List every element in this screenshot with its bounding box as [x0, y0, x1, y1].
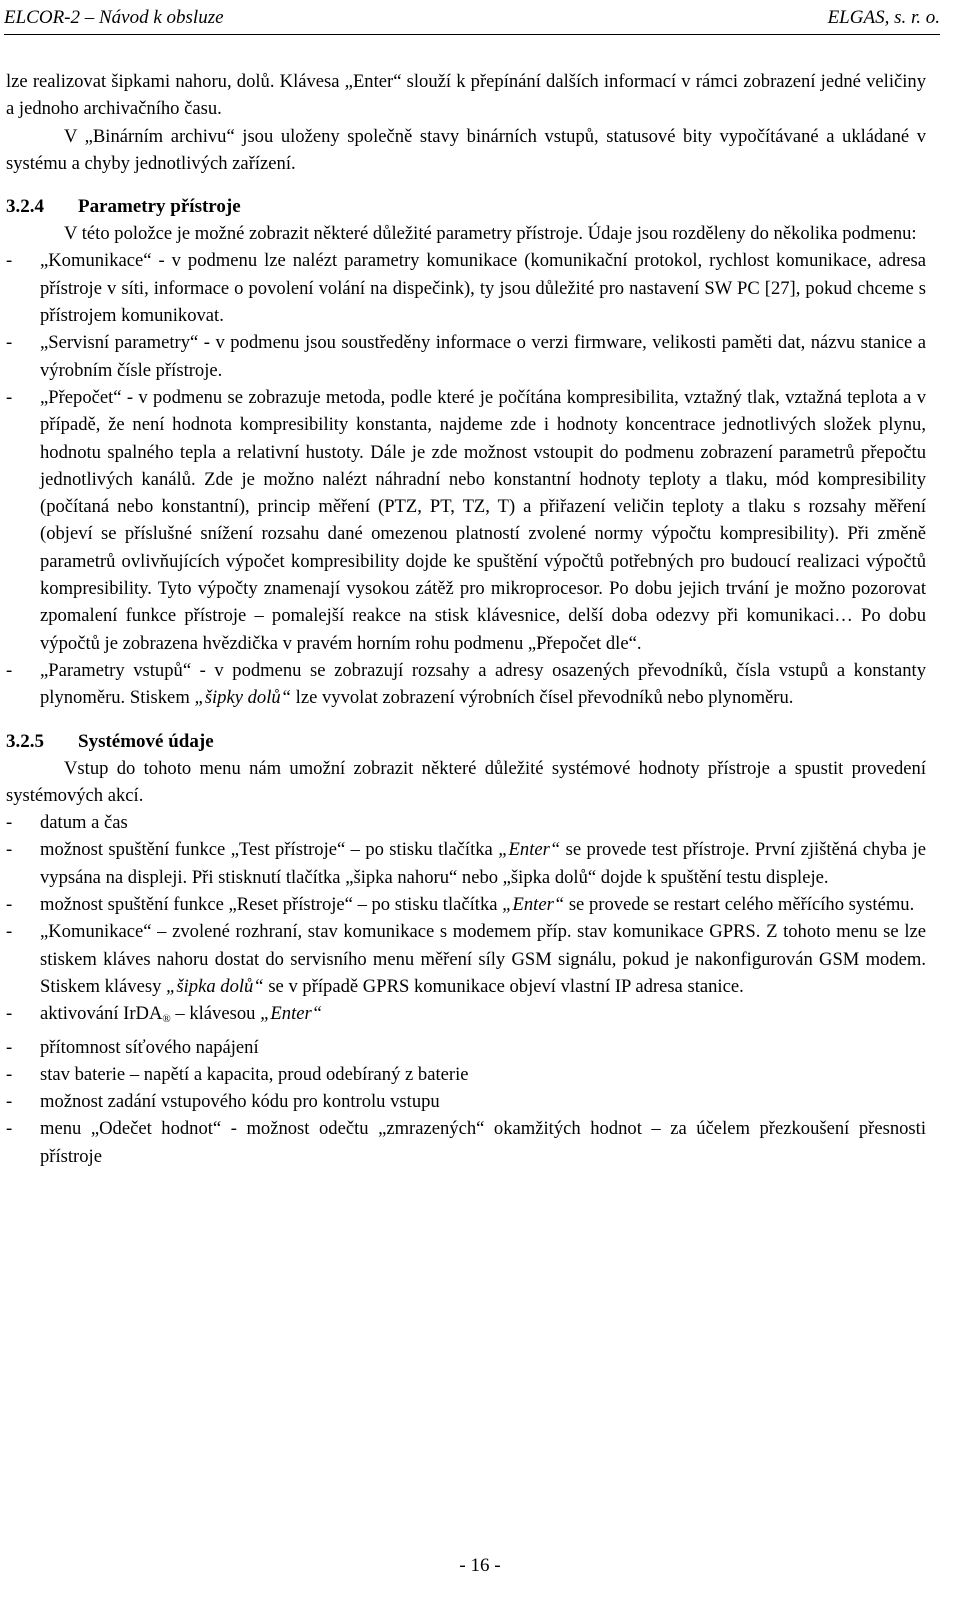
list-item-komunikace: - „Komunikace“ - v podmenu lze nalézt parametry komunikace (komunikační protokol, rychlost komunikace, adresa přístroje v síti, informace o povolení volání na dispečink), ty jsou důležité pro nastavení SW PC [27], pokud chceme s přístrojem komunikovat. [6, 247, 926, 329]
list-item-servisni-parametry: - „Servisní parametry“ - v podmenu jsou soustředěny informace o verzi firmware, velikosti paměti dat, názvu stanice a výrobním čísle přístroje. [6, 329, 926, 384]
test-text-after: se provede test přístroje. První zjištěná chyba je vypsána na displeji. Při stisknutí tlačítka „šipka nahoru“ nebo „šipka dolů“ dojde k spuštění testu displeje. [40, 839, 926, 888]
comm-key-name: „šipka dolů“ [166, 975, 264, 997]
header-doc-title: ELCOR-2 – Návod k obsluze [4, 7, 224, 28]
section-325-title: Systémové údaje [78, 730, 214, 752]
reset-key-name: „Enter“ [502, 894, 565, 916]
comm-text-after: se v případě GPRS komunikace objeví vlastní IP adresa stanice. [263, 975, 744, 997]
list-item-sitove-napajeni: - přítomnost síťového napájení [6, 1034, 926, 1061]
irda-key-name: „Enter“ [260, 1003, 323, 1025]
reset-text-before: možnost spuštění funkce „Reset přístroje“ – po stisku tlačítka [40, 894, 503, 916]
list-item-odecet-hodnot: - menu „Odečet hodnot“ - možnost odečtu „zmrazených“ okamžitých hodnot – za účelem přezkoušení přesnosti přístroje [6, 1115, 926, 1170]
page-number: - 16 - [459, 1555, 501, 1576]
section-324-number: 3.2.4 [6, 196, 44, 218]
section-325-number: 3.2.5 [6, 730, 44, 752]
page-header [4, 6, 940, 35]
section-325-intro: Vstup do tohoto menu nám umožní zobrazit některé důležité systémové hodnoty přístroje a spustit provedení systémových akcí. [6, 757, 926, 806]
item4-text-after: lze vyvolat zobrazení výrobních čísel převodníků nebo plynoměru. [291, 687, 794, 709]
test-key-name: „Enter“ [498, 839, 561, 861]
irda-text-middle: – klávesou [170, 1003, 261, 1025]
irda-text-before: aktivování IrDA [40, 1003, 163, 1025]
registered-mark: ® [162, 1013, 171, 1026]
list-item-stav-baterie: - stav baterie – napětí a kapacita, proud odebíraný z baterie [6, 1061, 926, 1088]
list-item-irda [6, 1000, 926, 1033]
section-324-intro: V této položce je možné zobrazit některé důležité parametry přístroje. Údaje jsou rozděleny do několika podmenu: [64, 223, 917, 245]
list-item-prepocet: - „Přepočet“ - v podmenu se zobrazuje metoda, podle které je počítána kompresibilita, vztažný tlak, vztažná teplota a v případě, že není hodnota kompresibility konstanta, najdeme zde i hodnoty koncentrace jednotlivých složek plynu, hodnotu spalného tepla a relativní hustoty. Dále je zde možnost vstoupit do podmenu zobrazení parametrů přepočtu jednotlivých kanálů. Zde je možno nalézt náhradní nebo konstantní hodnoty teploty a tlaku, mód kompresibility (počítaná nebo konstantní), princip měření (PTZ, PT, TZ, T) a přiřazení veličin teploty a tlaku s rozsahy měření (objeví se příslušné snížení rozsahu dané omezenou platností zvolené normy výpočtu kompresibility). Při změně parametrů ovlivňujících výpočet kompresibility dojde ke spuštění výpočtů potřebných pro budoucí realizaci výpočtů kompresibility. Tyto výpočty znamenají vysokou zátěž pro mikroprocesor. Po dobu jejich trvání je možno pozorovat zpomalení funkce přístroje – pomalejší reakce na stisk klávesnice, delší doba odezvy při komunikaci… Po dobu výpočtů je zobrazena hvězdička v pravém horním rohu podmenu „Přepočet dle“. [6, 384, 926, 657]
intro-paragraph-2: V „Binárním archivu“ jsou uloženy společně stavy binárních vstupů, statusové bity vypočítávané a ukládané v systému a chyby jednotlivých zařízení. [6, 125, 926, 174]
list-item-datum-cas: - datum a čas [6, 809, 926, 836]
list-item-parametry-vstupu [6, 657, 926, 712]
comm-text-before: „Komunikace“ – zvolené rozhraní, stav komunikace s modemem příp. stav komunikace GPRS. Z tohoto menu se lze stiskem kláves nahoru dostat do servisního menu měření síly GSM signálu, pokud je nakonfigurován GSM modem. Stiskem klávesy [40, 921, 926, 997]
intro-paragraph-1: lze realizovat šipkami nahoru, dolů. Klávesa „Enter“ slouží k přepínání dalších informací v rámci zobrazení jedné veličiny a jednoho archivačního času. [6, 71, 926, 120]
list-item-test-pristroje [6, 836, 926, 891]
list-item-vstupovy-kod: - možnost zadání vstupového kódu pro kontrolu vstupu [6, 1088, 926, 1115]
item4-key-name: „šipky dolů“ [194, 687, 292, 709]
list-item-komunikace-system [6, 918, 926, 1000]
list-item-reset-pristroje [6, 891, 926, 918]
item4-text-before: „Parametry vstupů“ - v podmenu se zobrazují rozsahy a adresy osazených převodníků, čísla vstupů a konstanty plynoměru. Stiskem [40, 659, 926, 709]
section-325-heading [6, 728, 926, 755]
section-324-heading [6, 193, 926, 220]
test-text-before: možnost spuštění funkce „Test přístroje“ – po stisku tlačítka [40, 839, 499, 861]
section-324-title: Parametry přístroje [78, 196, 241, 218]
section-325-list [6, 809, 926, 1170]
section-324-list [6, 247, 926, 711]
reset-text-after: se provede se restart celého měřícího systému. [564, 894, 915, 916]
page-content [6, 68, 926, 1170]
header-company: ELGAS, s. r. o. [827, 7, 940, 28]
